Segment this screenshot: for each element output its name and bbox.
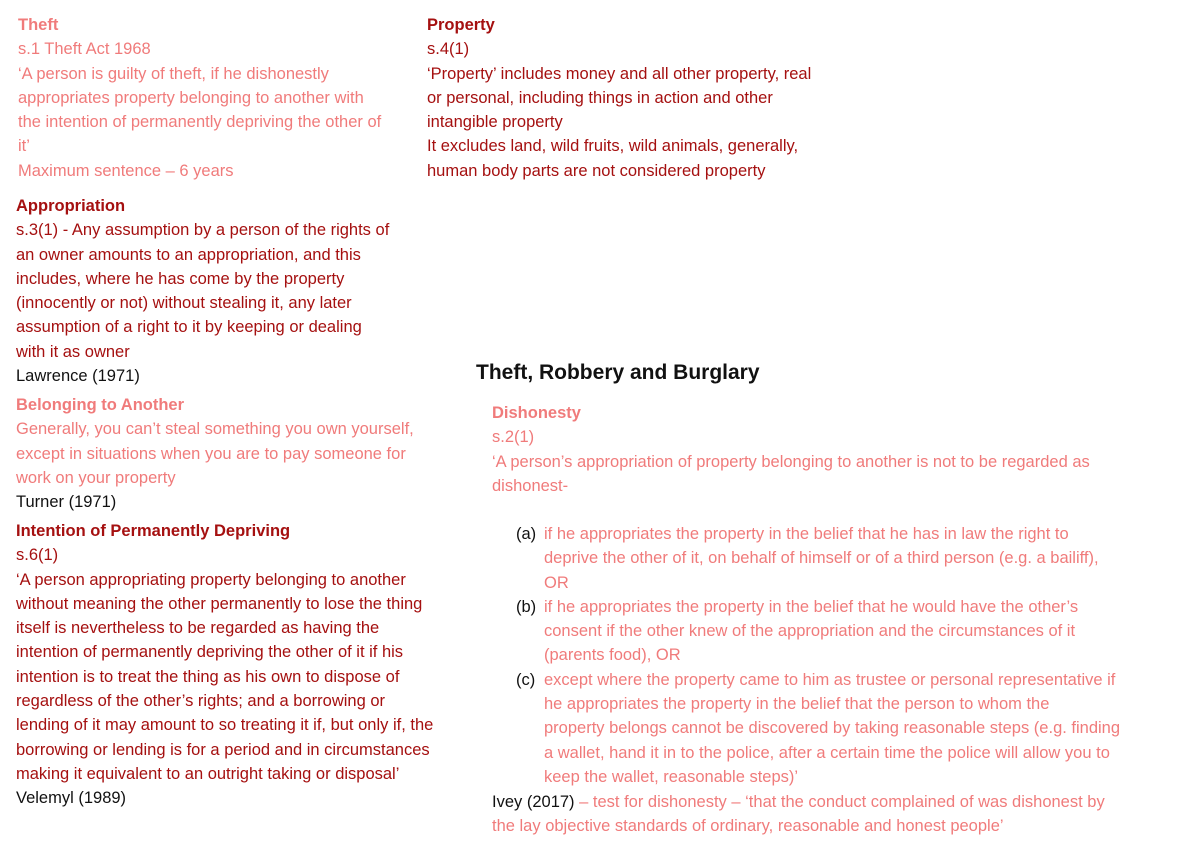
property-text-line: ‘Property’ includes money and all other property, real bbox=[427, 64, 812, 83]
theft-text-line: the intention of permanently depriving the other of bbox=[18, 113, 382, 132]
theft-text-line: it’ bbox=[18, 137, 30, 156]
belonging-text-line: Generally, you can’t steal something you own yourself, bbox=[16, 420, 414, 439]
item-letter: (b) bbox=[516, 597, 537, 616]
intention-text-line: borrowing or lending is for a period and in circumstances bbox=[16, 740, 430, 759]
item-text-line: except where the property came to him as trustee or personal representative if bbox=[544, 670, 1116, 689]
property-text-line: It excludes land, wild fruits, wild animals, generally, bbox=[427, 137, 799, 156]
appropriation-section bbox=[16, 194, 389, 388]
item-text-line: he appropriates the property in the belief that the person to whom the bbox=[544, 695, 1050, 714]
property-section bbox=[427, 13, 811, 183]
theft-section-ref: s.1 Theft Act 1968 bbox=[18, 40, 151, 59]
intention-case: Velemyl (1989) bbox=[16, 789, 127, 808]
item-letter: (a) bbox=[516, 525, 537, 543]
item-text-line: keep the wallet, reasonable steps)’ bbox=[544, 767, 799, 786]
intention-text-line: regardless of the other’s rights; and a borrowing or bbox=[16, 692, 386, 711]
appropriation-text-line: with it as owner bbox=[16, 342, 130, 361]
appropriation-case: Lawrence (1971) bbox=[16, 367, 140, 386]
belonging-heading: Belonging to Another bbox=[16, 396, 185, 414]
property-section-ref: s.4(1) bbox=[427, 40, 470, 59]
intention-heading: Intention of Permanently Depriving bbox=[16, 522, 291, 540]
intention-text-line: making it equivalent to an outright taking or disposal’ bbox=[16, 764, 400, 783]
theft-text-line: ‘A person is guilty of theft, if he dishonestly bbox=[18, 64, 329, 83]
dishonesty-items bbox=[492, 522, 1120, 789]
item-letter: (c) bbox=[516, 670, 536, 689]
ivey-text: – test for dishonesty – ‘that the conduct complained of was dishonest by bbox=[574, 793, 1105, 811]
theft-heading: Theft bbox=[18, 16, 59, 34]
theft-section bbox=[18, 13, 381, 183]
intention-text-line: itself is nevertheless to be regarded as having the bbox=[16, 619, 380, 638]
item-text-line: if he appropriates the property in the belief that he would have the other’s bbox=[544, 597, 1079, 616]
theft-text-line: appropriates property belonging to another with bbox=[18, 88, 364, 107]
property-text-line: or personal, including things in action and other bbox=[427, 88, 773, 107]
dishonesty-item-a bbox=[492, 522, 1120, 595]
dishonesty-text-line: ‘A person’s appropriation of property belonging to another is not to be regarded as bbox=[492, 452, 1090, 471]
ivey-line bbox=[492, 790, 1105, 814]
appropriation-text-line: includes, where he has come by the property bbox=[16, 269, 345, 288]
item-text-line: a wallet, hand it in to the police, after a certain time the police will allow you to bbox=[544, 743, 1110, 762]
page-title: Theft, Robbery and Burglary bbox=[476, 361, 760, 384]
belonging-section bbox=[16, 393, 414, 514]
intention-section-ref: s.6(1) bbox=[16, 546, 59, 565]
intention-text-line: intention is to treat the thing as his own to dispose of bbox=[16, 667, 400, 686]
appropriation-text-line: s.3(1) - Any assumption by a person of the rights of bbox=[16, 221, 390, 240]
property-heading: Property bbox=[427, 16, 495, 34]
belonging-text-line: work on your property bbox=[16, 468, 176, 487]
appropriation-text-line: (innocently or not) without stealing it, any later bbox=[16, 294, 352, 313]
dishonesty-text-line: dishonest- bbox=[492, 476, 569, 495]
intention-text-line: lending of it may amount to so treating it if, but only if, the bbox=[16, 716, 434, 735]
intention-text-line: ‘A person appropriating property belonging to another bbox=[16, 570, 406, 589]
intention-text-line: intention of permanently depriving the other of it if his bbox=[16, 643, 404, 662]
belonging-case: Turner (1971) bbox=[16, 493, 117, 512]
intention-section bbox=[16, 519, 433, 811]
dishonesty-heading: Dishonesty bbox=[492, 404, 581, 422]
appropriation-text-line: assumption of a right to it by keeping or dealing bbox=[16, 318, 362, 337]
dishonesty-section bbox=[492, 401, 1090, 498]
item-text-line: OR bbox=[544, 573, 569, 592]
property-text-line: intangible property bbox=[427, 113, 563, 132]
property-text-line: human body parts are not considered property bbox=[427, 161, 766, 180]
dishonesty-item-c bbox=[492, 668, 1120, 789]
intention-text-line: without meaning the other permanently to lose the thing bbox=[16, 594, 423, 613]
item-text-line: deprive the other of it, on behalf of himself or of a third person (e.g. a bailiff), bbox=[544, 549, 1099, 568]
dishonesty-item-b bbox=[492, 595, 1120, 668]
dishonesty-section-ref: s.2(1) bbox=[492, 428, 535, 447]
theft-max-sentence: Maximum sentence – 6 years bbox=[18, 161, 234, 180]
item-text-line: if he appropriates the property in the belief that he has in law the right to bbox=[544, 525, 1069, 543]
item-text-line: consent if the other knew of the appropriation and the circumstances of it bbox=[544, 622, 1076, 641]
item-text-line: (parents food), OR bbox=[544, 646, 681, 665]
ivey-case: Ivey (2017) bbox=[492, 793, 575, 811]
ivey-section bbox=[492, 790, 1105, 839]
item-text-line: property belongs cannot be discovered by taking reasonable steps (e.g. finding bbox=[544, 719, 1121, 738]
appropriation-text-line: an owner amounts to an appropriation, and this bbox=[16, 245, 361, 264]
ivey-text-line: the lay objective standards of ordinary, reasonable and honest people’ bbox=[492, 817, 1004, 836]
appropriation-heading: Appropriation bbox=[16, 197, 126, 215]
belonging-text-line: except in situations when you are to pay someone for bbox=[16, 444, 406, 463]
